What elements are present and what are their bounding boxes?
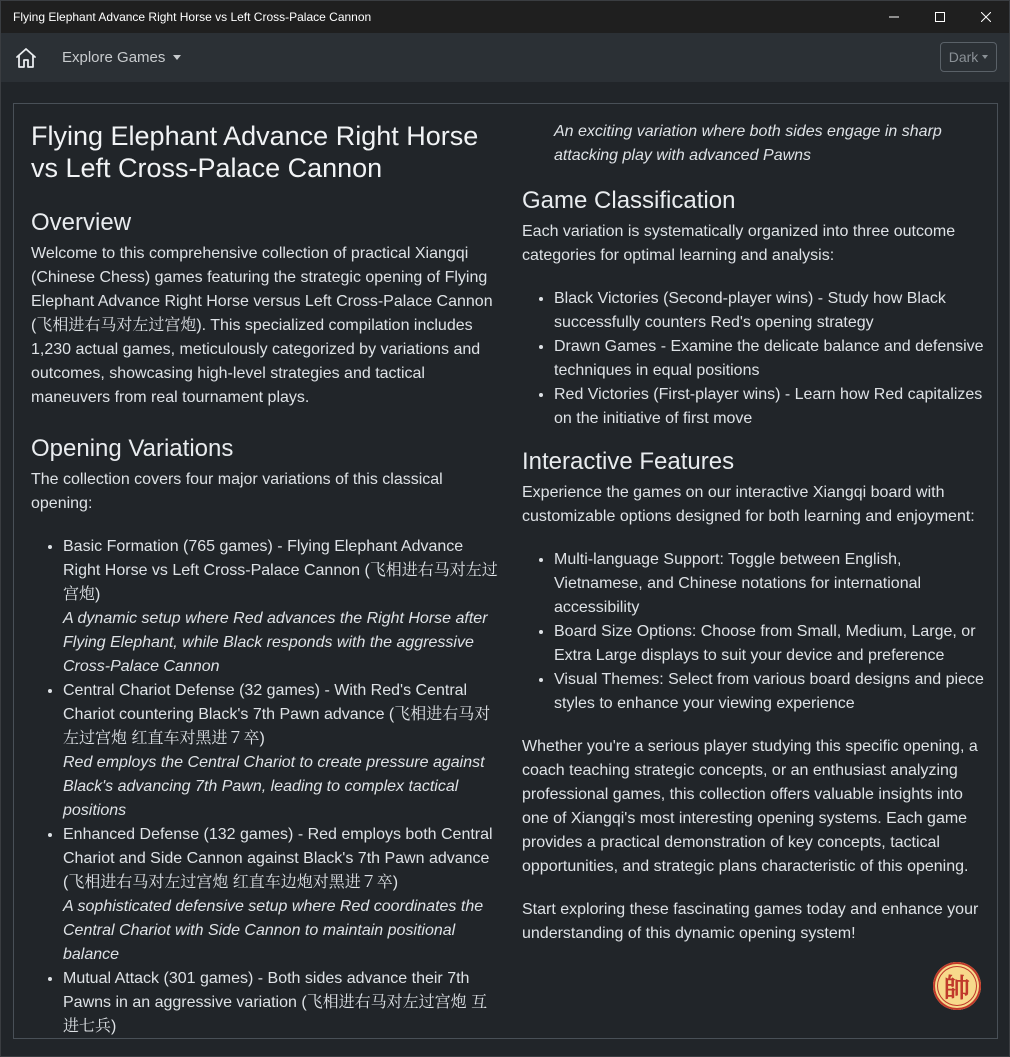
variation-title: Basic Formation (765 games) - Flying Elephant Advance Right Horse vs Left Cross-Palace Cannon (飞相进右马对左过宫炮) [63, 538, 498, 603]
chevron-down-icon [173, 55, 181, 60]
list-item: • Multi-language Support: Toggle between English, Vietnamese, and Chinese notations for international accessibility [554, 548, 987, 620]
list-item: • Board Size Options: Choose from Small, Medium, Large, or Extra Large displays to suit your device and preference [554, 620, 987, 668]
variation-desc: A dynamic setup where Red advances the Right Horse after Flying Elephant, while Black responds with the aggressive Cross-Palace Cannon [63, 610, 488, 675]
variation-desc: An exciting variation where both sides engage in sharp attacking play with advanced Pawns [554, 123, 942, 164]
page-title: Flying Elephant Advance Right Horse vs Left Cross-Palace Cannon [31, 121, 479, 183]
variation-title: Central Chariot Defense (32 games) - With Red's Central Chariot countering Black's 7th Pawn advance (飞相进右马对左过宫炮 红直车对黑进７卒) [63, 682, 491, 747]
left-column [31, 120, 501, 1039]
explore-games-label: Explore Games [62, 49, 166, 66]
variations-intro: The collection covers four major variations of this classical opening: [31, 471, 443, 512]
classification-heading: Game Classification [522, 187, 736, 214]
explore-games-dropdown[interactable] [62, 49, 181, 66]
variation-continuation [522, 120, 987, 168]
variations-heading: Opening Variations [31, 435, 234, 462]
overview-heading: Overview [31, 209, 132, 236]
list-item [63, 823, 501, 967]
list-item: • Drawn Games - Examine the delicate balance and defensive techniques in equal positions [554, 335, 987, 383]
list-item [554, 120, 987, 168]
close-button[interactable] [963, 1, 1009, 33]
close-icon [981, 12, 991, 22]
features-list [522, 548, 987, 716]
title-bar [1, 1, 1009, 33]
variation-title: Enhanced Defense (132 games) - Red employs both Central Chariot and Side Cannon against Black's 7th Pawn advance (飞相进右马对左过宫炮 红直车边炮对黑进７卒) [63, 826, 493, 891]
list-item: • Red Victories (First-player wins) - Learn how Red capitalizes on the initiative of first move [554, 383, 987, 431]
general-piece-icon: 帥 [933, 962, 981, 1010]
minimize-icon [889, 12, 899, 22]
theme-label: Dark [948, 49, 979, 65]
minimize-button[interactable] [871, 1, 917, 33]
closing-text-1: Whether you're a serious player studying this specific opening, a coach teaching strategic concepts, or an enthusiast analyzing professional games, this collection offers valuable insights into one of Xiangqi's most interesting opening systems. Each game provides a practical demonstration of key concepts, tactical opportunities, and strategic plans characteristic of this opening. [522, 738, 978, 875]
closing-text-2: Start exploring these fascinating games today and enhance your understanding of this dynamic opening system! [522, 901, 979, 942]
window-controls [871, 1, 1009, 33]
features-heading: Interactive Features [522, 448, 735, 475]
variation-desc: Red employs the Central Chariot to create pressure against Black's advancing 7th Pawn, leading to complex tactical positions [63, 754, 485, 819]
list-item [63, 679, 501, 823]
theme-dropdown[interactable] [940, 42, 997, 72]
chevron-down-icon [982, 55, 988, 59]
variation-title: Mutual Attack (301 games) - Both sides advance their 7th Pawns in an aggressive variation (飞相进右马对左过宫炮 互进七兵) [63, 970, 488, 1035]
home-button[interactable] [13, 45, 39, 71]
list-item [63, 535, 501, 679]
window-title: Flying Elephant Advance Right Horse vs Left Cross-Palace Cannon [13, 10, 372, 24]
classification-intro: Each variation is systematically organized into three outcome categories for optimal learning and analysis: [522, 223, 956, 264]
right-column [522, 120, 987, 946]
variation-desc: A sophisticated defensive setup where Red coordinates the Central Chariot with Side Cannon to maintain positional balance [63, 898, 484, 963]
variations-list [31, 535, 501, 1039]
overview-text: Welcome to this comprehensive collection of practical Xiangqi (Chinese Chess) games featuring the strategic opening of Flying Elephant Advance Right Horse versus Left Cross-Palace Cannon (飞相进右马对左过宫炮). This specialized compilation includes 1,230 actual games, meticulously categorized by variations and outcomes, showcasing high-level strategies and tactical maneuvers from real tournament plays. [31, 245, 493, 406]
list-item [63, 967, 501, 1039]
list-item: • Black Victories (Second-player wins) - Study how Black successfully counters Red's opening strategy [554, 287, 987, 335]
maximize-button[interactable] [917, 1, 963, 33]
list-item: • Visual Themes: Select from various board designs and piece styles to enhance your viewing experience [554, 668, 987, 716]
features-intro: Experience the games on our interactive Xiangqi board with customizable options designed for both learning and enjoyment: [522, 484, 975, 525]
home-icon [14, 46, 38, 70]
content-card [13, 103, 998, 1039]
classification-list [522, 287, 987, 431]
maximize-icon [935, 12, 945, 22]
navbar [1, 33, 1009, 82]
